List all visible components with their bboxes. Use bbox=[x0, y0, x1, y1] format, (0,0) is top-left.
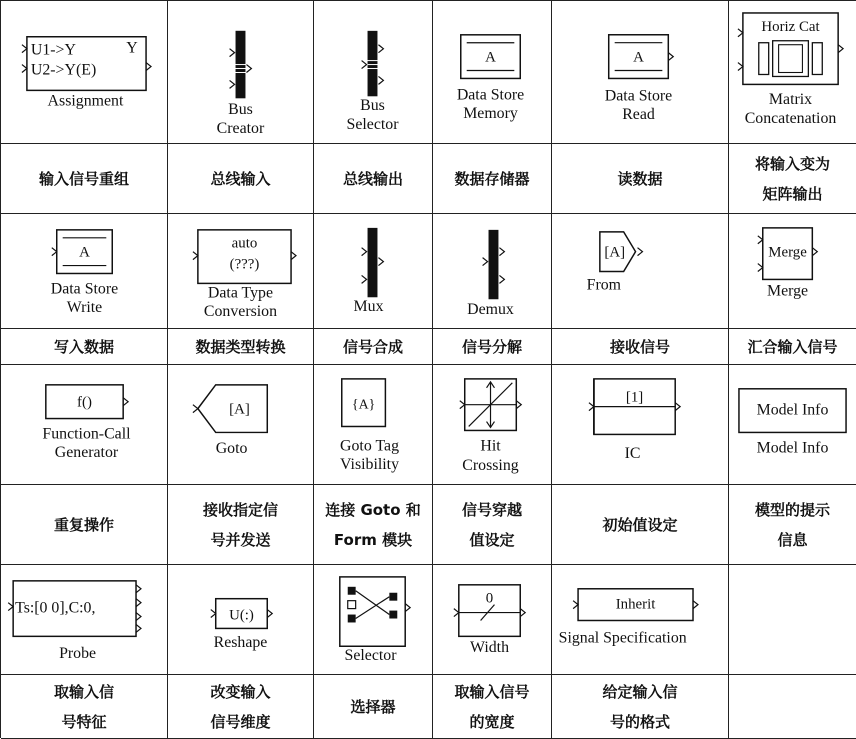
block-label-line2: Write bbox=[66, 299, 103, 317]
cell-ic bbox=[552, 365, 729, 485]
cell-model-info bbox=[729, 365, 856, 485]
description-cell bbox=[433, 144, 552, 214]
block-description: 模型的提示 信息 bbox=[754, 500, 830, 549]
data-store-memory-text: A bbox=[485, 49, 496, 66]
goto-text: [A] bbox=[229, 401, 250, 418]
block-label-line1: Data Type bbox=[207, 284, 274, 302]
description-cell bbox=[168, 485, 314, 565]
goto-icon bbox=[168, 365, 313, 484]
description-cell bbox=[552, 144, 729, 214]
block-label-line1: Bus bbox=[360, 97, 385, 115]
reshape-text: U(:) bbox=[229, 607, 254, 624]
block-label-line1: Function-Call bbox=[42, 425, 131, 443]
data-store-memory-icon bbox=[433, 1, 551, 143]
block-description: 数据存储器 bbox=[454, 169, 530, 188]
block-description: 写入数据 bbox=[53, 337, 114, 356]
block-label-line1: Matrix bbox=[768, 91, 813, 109]
empty-cell bbox=[729, 565, 856, 675]
block-label: Mux bbox=[353, 298, 384, 316]
block-description: 给定输入信 号的格式 bbox=[602, 682, 678, 731]
data-store-write-text: A bbox=[79, 244, 90, 261]
dtc-text-2: (???) bbox=[229, 256, 260, 273]
bus-selector-icon bbox=[314, 1, 432, 143]
block-description: 数据类型转换 bbox=[195, 337, 286, 356]
block-label: Model Info bbox=[756, 439, 829, 457]
block-label: Probe bbox=[59, 645, 97, 663]
description-cell bbox=[314, 675, 433, 739]
description-cell bbox=[552, 675, 729, 739]
data-store-read-icon bbox=[552, 1, 728, 143]
cell-matrix-concatenation bbox=[729, 1, 856, 144]
matrix-concat-text: Horiz Cat bbox=[761, 18, 820, 35]
assignment-text-3: Y bbox=[126, 39, 138, 57]
dtc-text-1: auto bbox=[231, 235, 258, 252]
description-cell bbox=[1, 144, 168, 214]
block-label-line1: Hit bbox=[480, 437, 501, 455]
description-cell bbox=[729, 675, 856, 739]
reshape-icon bbox=[168, 565, 313, 674]
block-label-line2: Memory bbox=[463, 105, 518, 123]
assignment-icon bbox=[1, 1, 167, 143]
cell-demux bbox=[433, 214, 552, 329]
description-cell bbox=[729, 329, 856, 365]
mux-icon bbox=[314, 214, 432, 328]
block-description: 选择器 bbox=[350, 697, 396, 716]
block-description: 总线输入 bbox=[210, 169, 271, 188]
matrix-concatenation-icon bbox=[729, 1, 856, 143]
block-label: IC bbox=[624, 445, 641, 463]
assignment-text-2: U2->Y(E) bbox=[30, 61, 97, 79]
block-description: 汇合输入信号 bbox=[747, 337, 838, 356]
description-cell bbox=[433, 329, 552, 365]
cell-from bbox=[552, 214, 729, 329]
cell-goto-tag-visibility bbox=[314, 365, 433, 485]
selector-icon bbox=[314, 565, 432, 674]
block-description: 信号合成 bbox=[342, 337, 403, 356]
demux-icon bbox=[433, 214, 551, 328]
cell-hit-crossing bbox=[433, 365, 552, 485]
block-description: 信号穿越 值设定 bbox=[461, 500, 522, 549]
block-description: 读数据 bbox=[617, 169, 663, 188]
block-description: 改变输入 信号维度 bbox=[210, 682, 271, 731]
block-label-line2: Read bbox=[622, 106, 655, 124]
description-cell bbox=[314, 329, 433, 365]
block-label-line2: Concatenation bbox=[744, 110, 837, 128]
assignment-text-1: U1->Y bbox=[30, 41, 76, 59]
block-label: Merge bbox=[766, 282, 809, 300]
block-label: Reshape bbox=[213, 634, 268, 652]
block-label-line2: Generator bbox=[54, 444, 119, 462]
bus-creator-icon bbox=[168, 1, 313, 143]
block-description: 接收信号 bbox=[609, 337, 670, 356]
description-cell bbox=[552, 485, 729, 565]
block-label-line1: Data Store bbox=[604, 87, 673, 105]
ic-text: [1] bbox=[625, 389, 644, 406]
probe-text: Ts:[0 0],C:0, bbox=[15, 599, 96, 617]
block-label: Selector bbox=[344, 647, 397, 665]
block-label-line1: Data Store bbox=[456, 86, 525, 104]
block-label: Demux bbox=[467, 301, 514, 319]
description-cell bbox=[433, 485, 552, 565]
cell-assignment bbox=[1, 1, 168, 144]
block-description: 取输入信号 的宽度 bbox=[454, 682, 530, 731]
cell-signal-specification bbox=[552, 565, 729, 675]
signal-specification-icon bbox=[552, 565, 728, 674]
block-label: Goto bbox=[215, 440, 248, 458]
gtv-text: {A} bbox=[351, 397, 376, 413]
cell-mux bbox=[314, 214, 433, 329]
block-label-line2: Conversion bbox=[203, 303, 278, 321]
description-cell bbox=[1, 485, 168, 565]
cell-probe bbox=[1, 565, 168, 675]
cell-function-call-generator bbox=[1, 365, 168, 485]
block-description: 取输入信 号特征 bbox=[53, 682, 114, 731]
probe-icon bbox=[1, 565, 167, 674]
data-store-write-icon bbox=[1, 214, 167, 328]
description-cell bbox=[729, 485, 856, 565]
block-description: 接收指定信 号并发送 bbox=[202, 500, 278, 549]
description-cell bbox=[433, 675, 552, 739]
width-text: 0 bbox=[485, 590, 494, 607]
cell-data-store-memory bbox=[433, 1, 552, 144]
cell-selector bbox=[314, 565, 433, 675]
width-icon bbox=[433, 565, 551, 674]
block-description: 总线输出 bbox=[342, 169, 403, 188]
block-label: Signal Specification bbox=[558, 629, 687, 647]
data-store-read-text: A bbox=[633, 49, 644, 66]
description-cell bbox=[168, 144, 314, 214]
block-label: From bbox=[586, 276, 622, 294]
block-description: 输入信号重组 bbox=[38, 169, 129, 188]
model-info-text: Model Info bbox=[756, 401, 829, 419]
fcg-text: f() bbox=[77, 394, 92, 411]
block-label: Assignment bbox=[47, 92, 124, 110]
hit-crossing-icon bbox=[433, 365, 551, 484]
block-label: Width bbox=[470, 639, 510, 657]
signal-spec-text: Inherit bbox=[615, 596, 656, 613]
ic-icon bbox=[552, 365, 728, 484]
description-cell bbox=[1, 675, 168, 739]
from-text: [A] bbox=[604, 244, 626, 261]
cell-reshape bbox=[168, 565, 314, 675]
block-label-line2: Selector bbox=[346, 116, 399, 134]
goto-tag-visibility-icon bbox=[314, 365, 432, 484]
block-description: 信号分解 bbox=[461, 337, 522, 356]
cell-width bbox=[433, 565, 552, 675]
description-cell bbox=[168, 329, 314, 365]
block-label-line1: Data Store bbox=[50, 280, 119, 298]
description-cell bbox=[314, 485, 433, 565]
merge-text: Merge bbox=[768, 244, 807, 261]
block-description: 初始值设定 bbox=[602, 515, 678, 534]
data-type-conversion-icon bbox=[168, 214, 313, 328]
cell-data-store-write bbox=[1, 214, 168, 329]
block-description: 连接 Goto 和 Form 模块 bbox=[325, 500, 421, 549]
from-icon bbox=[552, 214, 728, 328]
cell-data-store-read bbox=[552, 1, 729, 144]
block-description: 将输入变为 矩阵输出 bbox=[754, 154, 830, 203]
cell-bus-selector bbox=[314, 1, 433, 144]
description-cell bbox=[314, 144, 433, 214]
cell-merge bbox=[729, 214, 856, 329]
block-label-line1: Bus bbox=[228, 101, 253, 119]
description-cell bbox=[552, 329, 729, 365]
cell-data-type-conversion bbox=[168, 214, 314, 329]
cell-bus-creator bbox=[168, 1, 314, 144]
model-info-icon bbox=[729, 365, 856, 484]
block-label-line2: Visibility bbox=[340, 456, 400, 474]
block-label-line1: Goto Tag bbox=[340, 437, 400, 455]
description-cell bbox=[1, 329, 168, 365]
description-cell bbox=[168, 675, 314, 739]
description-cell bbox=[729, 144, 856, 214]
function-call-generator-icon bbox=[1, 365, 167, 484]
block-description: 重复操作 bbox=[53, 515, 114, 534]
merge-icon bbox=[729, 214, 856, 328]
block-label-line2: Crossing bbox=[462, 457, 519, 475]
block-label-line2: Creator bbox=[216, 120, 265, 138]
cell-goto bbox=[168, 365, 314, 485]
